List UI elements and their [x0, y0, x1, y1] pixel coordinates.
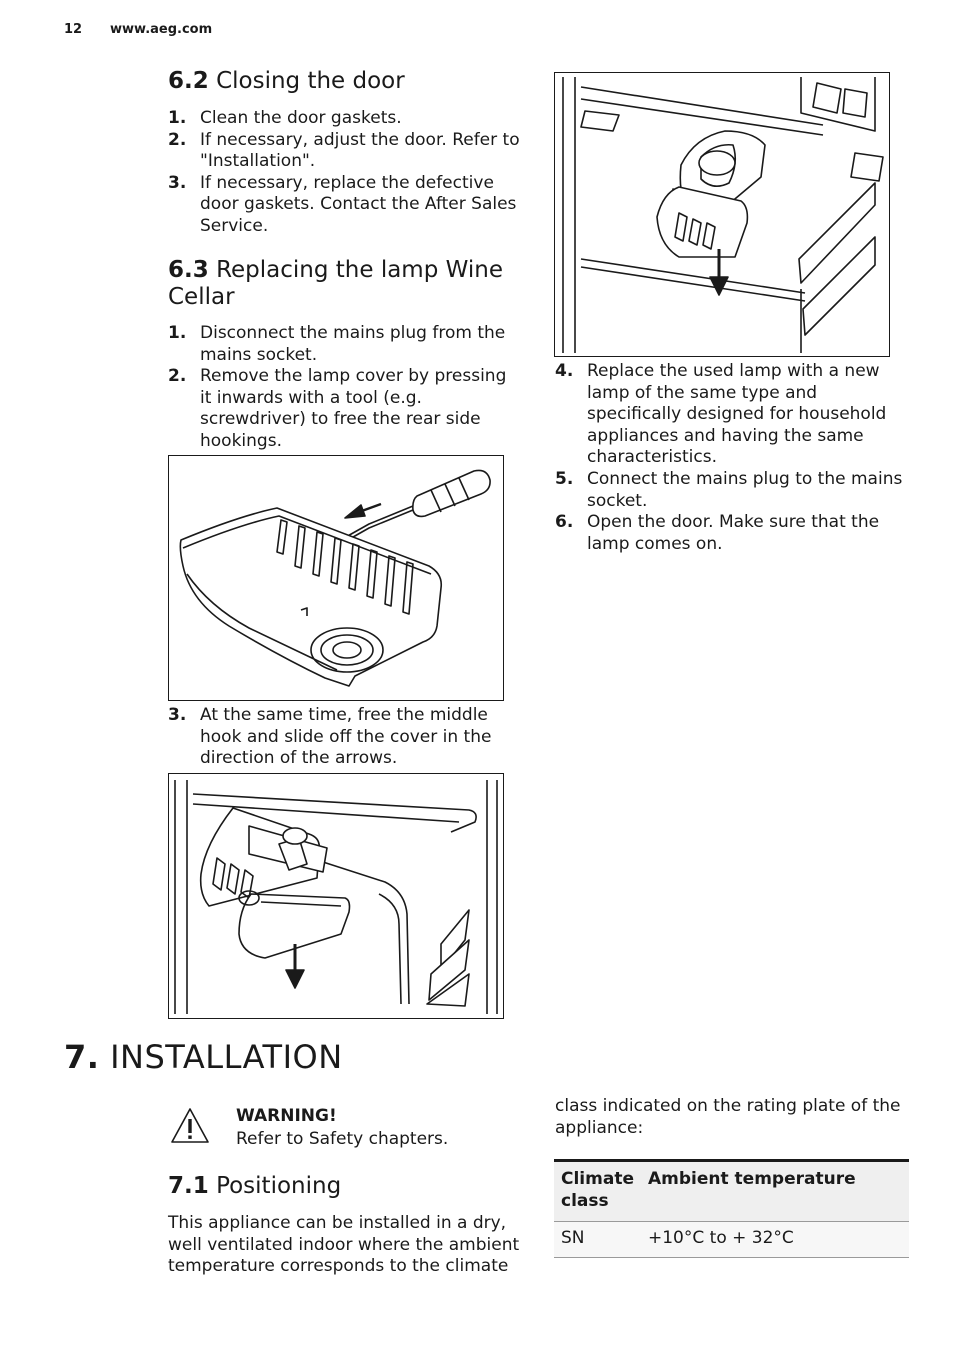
- section-6-3-steps-continued: [555, 361, 907, 555]
- climate-class-table: [554, 1159, 909, 1258]
- section-number: 6.2: [168, 68, 209, 94]
- column-header-climate-class: Climate class: [554, 1161, 641, 1222]
- lamp-cover-arrow-illustration: [554, 72, 890, 357]
- warning-text: Refer to Safety chapters.: [236, 1129, 449, 1149]
- section-title: Replacing the lamp Wine Cellar: [168, 257, 503, 310]
- list-item: 3. If necessary, replace the defective door gaskets. Contact the After Sales Service.: [168, 172, 517, 236]
- section-title: Closing the door: [216, 68, 405, 94]
- list-item: 3. At the same time, free the middle hook and slide off the cover in the direction of the arrows.: [168, 705, 492, 769]
- section-number: 7.1: [168, 1173, 209, 1199]
- section-6-3-step3: [168, 705, 514, 770]
- chapter-heading: [64, 1038, 343, 1076]
- list-item: 1. Clean the door gaskets.: [168, 108, 402, 128]
- website-url[interactable]: www.aeg.com: [110, 22, 213, 37]
- column-header-ambient-temperature: Ambient temperature: [641, 1161, 909, 1222]
- section-6-3-heading: [168, 257, 518, 311]
- table-header-row: [554, 1161, 909, 1222]
- list-item: 2. Remove the lamp cover by pressing it inwards with a tool (e.g. screwdriver) to free the rear side hookings.: [168, 366, 507, 451]
- lamp-cover-screwdriver-illustration: [168, 455, 504, 701]
- positioning-text-left: This appliance can be installed in a dry, well ventilated indoor where the ambient temperature corresponds to the climate: [168, 1213, 520, 1277]
- list-item: 5. Connect the mains plug to the mains socket.: [555, 468, 903, 511]
- section-title: Positioning: [216, 1173, 342, 1199]
- list-item: 4. Replace the used lamp with a new lamp of the same type and specifically designed for household appliances and having the same characteristics.: [555, 361, 887, 468]
- section-7-1-heading: [168, 1173, 341, 1200]
- middle-hook-illustration: [168, 773, 504, 1019]
- positioning-text-right: class indicated on the rating plate of the appliance:: [555, 1096, 901, 1138]
- section-6-2-steps: [168, 108, 524, 238]
- section-6-3-steps: [168, 323, 514, 453]
- list-item: 1. Disconnect the mains plug from the mains socket.: [168, 323, 506, 365]
- table-cell: SN: [554, 1222, 641, 1258]
- chapter-number: 7.: [64, 1038, 100, 1076]
- page-number: 12: [64, 22, 83, 37]
- table-cell: +10°C to + 32°C: [641, 1222, 909, 1258]
- warning-triangle-icon: [170, 1106, 210, 1146]
- list-item: 2. If necessary, adjust the door. Refer to "Installation".: [168, 129, 520, 172]
- list-item: 6. Open the door. Make sure that the lamp comes on.: [555, 512, 880, 554]
- warning-title: WARNING!: [236, 1106, 337, 1126]
- section-number: 6.3: [168, 257, 209, 283]
- section-6-2-heading: [168, 68, 405, 95]
- chapter-title: INSTALLATION: [110, 1038, 343, 1076]
- table-row: [554, 1222, 909, 1258]
